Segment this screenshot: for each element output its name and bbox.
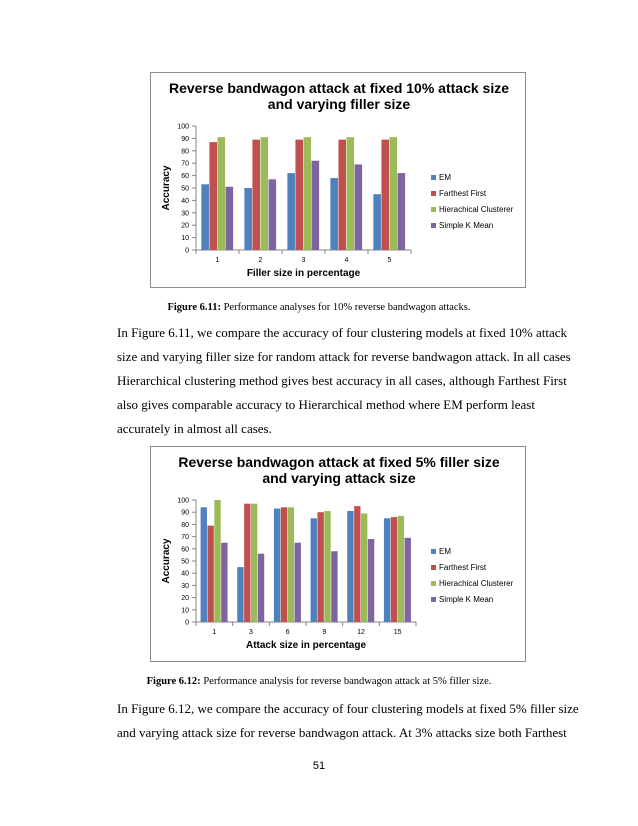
bar: [244, 504, 250, 622]
y-axis-label: Accuracy: [161, 165, 172, 211]
y-tick-label: 50: [181, 558, 189, 566]
caption-label: Figure 6.11:: [167, 302, 221, 313]
x-tick-label: 5: [387, 257, 392, 264]
bar: [317, 512, 323, 622]
bar: [226, 187, 234, 250]
chart-title: Reverse bandwagon attack at fixed 10% attack size: [168, 80, 510, 96]
x-axis-label: Attack size in percentage: [245, 640, 367, 651]
bar: [261, 137, 269, 250]
legend-swatch: [431, 549, 436, 554]
bar: [311, 518, 317, 622]
paragraph-2: [117, 697, 579, 745]
chart-title: and varying filler size: [267, 96, 411, 112]
y-tick-label: 90: [181, 509, 189, 517]
chart-title: and varying attack size: [262, 470, 416, 486]
bar: [361, 513, 367, 622]
chart-svg: [151, 73, 525, 287]
bar: [207, 526, 213, 622]
y-tick-label: 30: [181, 582, 189, 590]
figure-6-11-chart: [150, 72, 526, 288]
x-tick-label: 1: [215, 257, 220, 264]
legend-label: Simple K Mean: [439, 595, 494, 604]
page-number: 51: [312, 760, 326, 772]
bar: [347, 511, 353, 622]
bar: [390, 137, 398, 250]
y-tick-label: 80: [181, 521, 189, 529]
legend-label: Farthest First: [439, 189, 487, 198]
legend-swatch: [431, 223, 436, 228]
bar: [398, 516, 404, 622]
paragraph-1: [117, 321, 571, 441]
paragraph-line: size and varying filler size for random attack for reverse bandwagon attack. In all cases: [117, 349, 571, 364]
caption-text: Performance analysis for reverse bandwagon attack at 5% filler size.: [200, 676, 492, 687]
bar: [274, 509, 280, 622]
bar: [244, 188, 252, 250]
figure-6-12-caption: [0, 676, 638, 687]
legend-label: EM: [439, 173, 451, 182]
bar: [368, 539, 374, 622]
bar: [384, 518, 390, 622]
y-tick-label: 30: [181, 210, 189, 218]
chart-svg: [151, 447, 525, 661]
bar: [252, 140, 260, 250]
paragraph-line: In Figure 6.12, we compare the accuracy of four clustering models at fixed 5% filler size: [117, 701, 579, 716]
paragraph-line: accurately in almost all cases.: [117, 421, 272, 436]
legend-swatch: [431, 565, 436, 570]
chart-title: Reverse bandwagon attack at fixed 5% filler size: [178, 454, 500, 470]
figure-6-11-caption: [0, 302, 638, 313]
bar: [251, 504, 257, 622]
legend-swatch: [431, 191, 436, 196]
legend-label: Simple K Mean: [439, 221, 494, 230]
paragraph-line: Hierarchical clustering method gives best accuracy in all cases, although Farthest First: [117, 373, 567, 388]
bar: [312, 161, 320, 250]
bar: [304, 137, 312, 250]
bar: [288, 507, 294, 622]
caption-label: Figure 6.12:: [146, 676, 201, 687]
y-tick-label: 70: [181, 534, 189, 542]
bar: [258, 554, 264, 622]
bar: [201, 507, 207, 622]
bar: [405, 538, 411, 622]
x-tick-label: 1: [212, 629, 217, 636]
y-axis-label: Accuracy: [161, 538, 172, 584]
bar: [398, 173, 406, 250]
x-tick-label: 6: [285, 629, 290, 636]
y-tick-label: 40: [181, 197, 189, 205]
legend-label: Hierachical Clusterer: [439, 579, 514, 588]
y-tick-label: 0: [185, 247, 189, 255]
y-tick-label: 80: [181, 148, 189, 156]
y-tick-label: 0: [185, 619, 189, 627]
x-tick-label: 3: [301, 257, 306, 264]
bar: [381, 140, 389, 250]
bar: [269, 179, 277, 250]
bar: [347, 137, 355, 250]
bar: [218, 137, 226, 250]
bar: [281, 507, 287, 622]
x-axis-label: Filler size in percentage: [246, 268, 361, 279]
paragraph-line: also gives comparable accuracy to Hierarchical method where EM perform least: [117, 397, 535, 412]
x-tick-label: 2: [258, 257, 263, 264]
legend-swatch: [431, 581, 436, 586]
y-tick-label: 60: [181, 173, 189, 181]
bar: [214, 500, 220, 622]
legend-swatch: [431, 175, 436, 180]
x-tick-label: 9: [322, 629, 327, 636]
y-tick-label: 100: [177, 497, 189, 505]
bar: [295, 140, 303, 250]
x-tick-label: 4: [344, 257, 349, 264]
figure-6-12-chart: [150, 446, 526, 662]
x-tick-label: 3: [249, 629, 253, 636]
legend-label: EM: [439, 547, 451, 556]
bar: [209, 142, 217, 250]
bar: [287, 173, 295, 250]
paragraph-line: In Figure 6.11, we compare the accuracy of four clustering models at fixed 10% attack: [117, 325, 568, 340]
y-tick-label: 60: [181, 546, 189, 554]
legend-label: Farthest First: [439, 563, 487, 572]
legend-label: Hierachical Clusterer: [439, 205, 514, 214]
bar: [391, 517, 397, 622]
bar: [201, 184, 209, 250]
y-tick-label: 100: [177, 123, 189, 131]
legend-swatch: [431, 597, 436, 602]
bar: [295, 543, 301, 622]
bar: [237, 567, 243, 622]
y-tick-label: 40: [181, 570, 189, 578]
bar: [354, 506, 360, 622]
bar: [355, 164, 363, 250]
x-tick-label: 15: [393, 629, 402, 636]
y-tick-label: 90: [181, 135, 189, 143]
y-tick-label: 50: [181, 185, 189, 193]
y-tick-label: 10: [181, 235, 189, 243]
y-tick-label: 20: [181, 222, 189, 230]
y-tick-label: 20: [181, 595, 189, 603]
bar: [330, 178, 338, 250]
paragraph-line: and varying attack size for reverse bandwagon attack. At 3% attacks size both Farthest: [117, 725, 567, 740]
y-tick-label: 70: [181, 160, 189, 168]
bar: [324, 511, 330, 622]
y-tick-label: 10: [181, 607, 189, 615]
x-tick-label: 12: [357, 629, 365, 636]
caption-text: Performance analyses for 10% reverse bandwagon attacks.: [220, 302, 471, 313]
bar: [373, 194, 381, 250]
bar: [331, 551, 337, 622]
legend-swatch: [431, 207, 436, 212]
bar: [338, 140, 346, 250]
bar: [221, 543, 227, 622]
